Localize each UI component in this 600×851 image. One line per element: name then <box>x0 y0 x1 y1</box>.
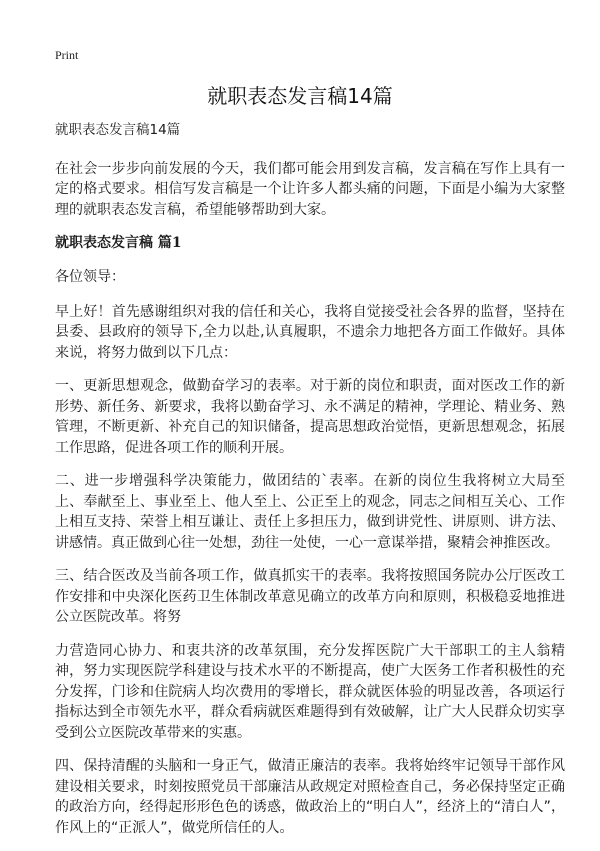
section-heading: 就职表态发言稿 篇1 <box>55 235 182 251</box>
page-title: 就职表态发言稿14篇 <box>207 84 393 108</box>
greeting: 各位领导： <box>55 269 125 285</box>
print-link[interactable]: Print <box>55 48 79 62</box>
body-paragraph-1: 早上好！首先感谢组织对我的信任和关心，我将自觉接受社会各界的监督，坚持在县委、县政府的领导下,全力以赴,认真履职，不遗余力地把各方面工作做好。具体来说，将努力做到以下几点： <box>55 303 565 361</box>
body-paragraph-6: 四、保持清醒的头脑和一身正气，做清正廉洁的表率。我将始终牢记领导干部作风建设相关要求，时刻按照党员干部廉洁从政规定对照检查自己，务必保持坚定正确的政治方向，经得起形形色色的诱惑，做政治上的“明白人”，经济上的“清白人”，作风上的“正派人”，做党所信任的人。 <box>55 758 565 836</box>
body-paragraph-4: 三、结合医改及当前各项工作，做真抓实干的表率。我将按照国务院办公厅医改工作安排和中央深化医药卫生体制改革意见确立的改革方向和原则，积极稳妥地推进公立医院改革。将努 <box>55 568 565 625</box>
body-paragraph-2: 一、更新思想观念，做勤奋学习的表率。对于新的岗位和职责，面对医改工作的新形势、新任务、新要求，我将以勤奋学习、永不满足的精神，学理论、精业务、熟管理，不断更新、补充自己的知识储备，提高思想政治觉悟，更新思想观念，拓展工作思路，促进各项工作的顺利开展。 <box>55 378 565 456</box>
document-subtitle: 就职表态发言稿14篇 <box>55 122 181 138</box>
document-body <box>55 120 565 851</box>
body-paragraph-3: 二、进一步增强科学决策能力，做团结的`表率。在新的岗位生我将树立大局至上、奉献至上、事业至上、他人至上、公正至上的观念，同志之间相互关心、工作上相互支持、荣誉上相互谦让、责任上多担压力，做到讲党性、讲原则、讲方法、讲感情。真正做到心往一处想，劲往一处使，一心一意谋举措，聚精会神推医改。 <box>55 473 565 551</box>
body-paragraph-5: 力营造同心协力、和衷共济的改革氛围，充分发挥医院广大干部职工的主人翁精神，努力实现医院学科建设与技术水平的不断提高，使广大医务工作者积极性的充分发挥，门诊和住院病人均次费用的零增长，群众就医体验的明显改善，各项运行指标达到全市领先水平，群众看病就医难题得到有效破解，让广大人民群众切实享受到公立医院改革带来的实惠。 <box>55 642 565 741</box>
intro-paragraph: 在社会一步步向前发展的今天，我们都可能会用到发言稿，发言稿在写作上具有一定的格式要求。相信写发言稿是一个让许多人都头痛的问题，下面是小编为大家整理的就职表态发言稿，希望能够帮助到大家。 <box>55 160 565 218</box>
